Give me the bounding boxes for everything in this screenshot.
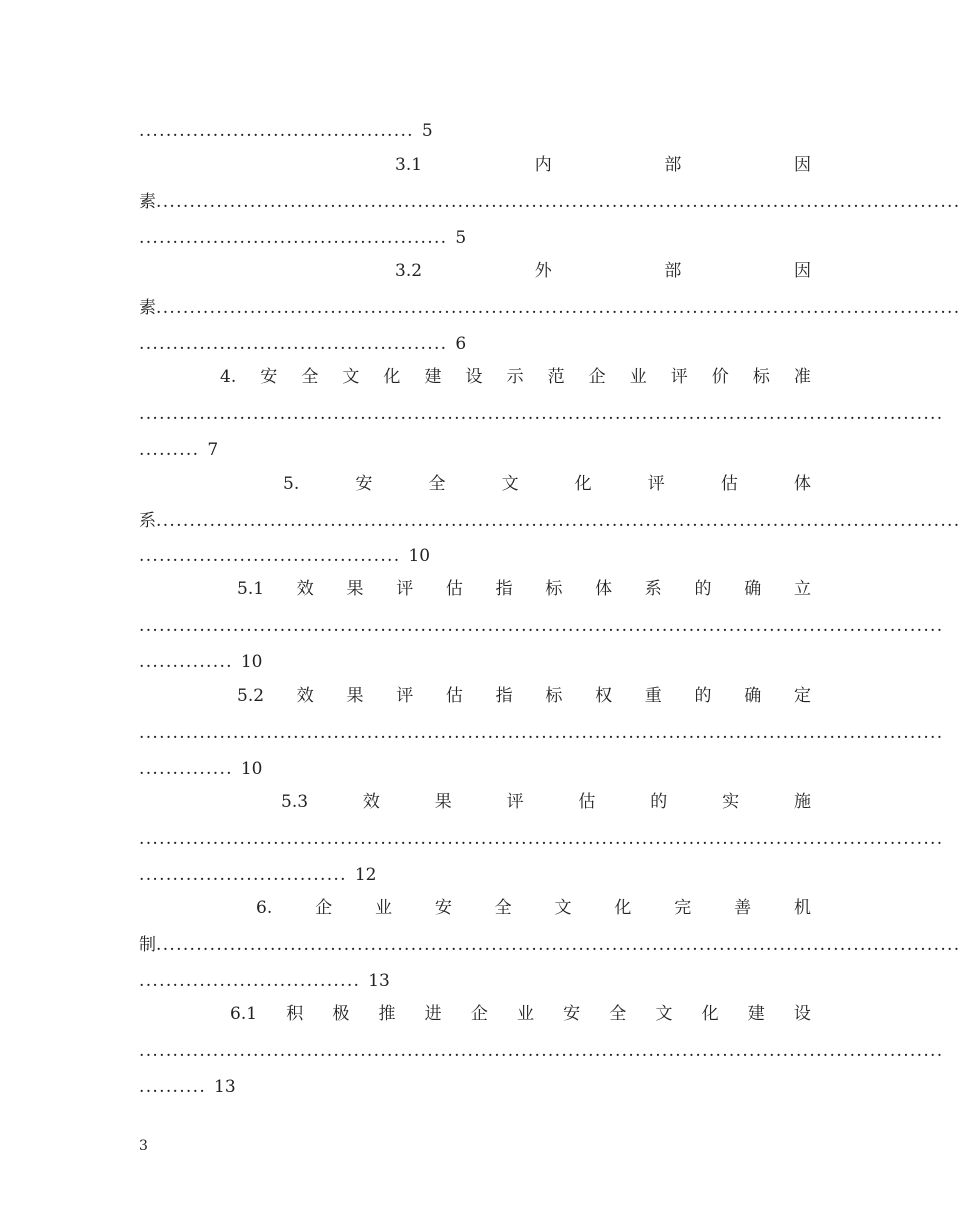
leader-dots: ........................................................................................................................ [139, 1041, 944, 1061]
toc-page-number: 5 [455, 228, 467, 248]
toc-entry-title: 5.3 效 果 评 估 的 实 施 [281, 792, 811, 812]
leader-dots: .............................................. [139, 334, 448, 354]
toc-line-dots: 素........................................................................................................................ [139, 192, 960, 212]
leader-dots: ........................................................................................................................ [139, 829, 944, 849]
toc-page-number: 6 [455, 334, 467, 354]
toc-line-dots [139, 723, 944, 743]
leader-dots: .............. [139, 652, 233, 672]
toc-line-tail [139, 865, 376, 885]
toc-line-dots [139, 1041, 944, 1061]
toc-line-tail [139, 334, 466, 354]
toc-entry-title: 5.2 效 果 评 估 指 标 权 重 的 确 定 [237, 686, 811, 706]
toc-line-dots: 制........................................................................................................................ [139, 935, 960, 955]
toc-page-number: 10 [240, 652, 263, 672]
toc-page-number: 7 [207, 440, 219, 460]
toc-line-tail [139, 971, 390, 991]
leader-dots: ......... [139, 440, 200, 460]
toc-page-number: 5 [421, 121, 433, 141]
toc-entry-title: 5.1 效 果 评 估 指 标 体 系 的 确 立 [237, 579, 811, 599]
toc-entry-title: 3.1 内 部 因 [395, 155, 811, 175]
toc-page-number: 12 [354, 865, 377, 885]
page-number: 3 [139, 1138, 148, 1154]
toc-entry-title: 5. 安 全 文 化 评 估 体 [283, 474, 811, 494]
toc-line-tail [139, 1077, 236, 1097]
leader-dots: ........................................................................................................................ [156, 298, 960, 318]
toc-line-tail [139, 228, 466, 248]
toc-entry-title: 3.2 外 部 因 [395, 261, 811, 281]
toc-entry-title: 4. 安 全 文 化 建 设 示 范 企 业 评 价 标 准 [220, 367, 811, 387]
toc-line-dots: 素........................................................................................................................ [139, 298, 960, 318]
leader-dots: .......... [139, 1077, 207, 1097]
toc-entry-title: 6.1 积 极 推 进 企 业 安 全 文 化 建 设 [230, 1004, 811, 1024]
leader-dots: ........................................................................................................................ [156, 935, 960, 955]
leader-dots: ........................................................................................................................ [156, 192, 960, 212]
toc-entry-title: 6. 企 业 安 全 文 化 完 善 机 [256, 898, 811, 918]
toc-line-tail [139, 121, 433, 141]
leader-dots: ......................................... [139, 121, 414, 141]
toc-line-tail [139, 440, 218, 460]
leader-dots: ........................................................................................................................ [156, 511, 960, 531]
toc-page-number: 10 [240, 759, 263, 779]
toc-line-dots [139, 616, 944, 636]
leader-dots: ........................................................................................................................ [139, 616, 944, 636]
leader-dots: ............................... [139, 865, 347, 885]
toc-page-number: 13 [214, 1077, 236, 1097]
leader-dots: ....................................... [139, 546, 401, 566]
toc-page-number: 13 [368, 971, 390, 991]
toc-line-tail [139, 652, 263, 672]
leader-dots: .............. [139, 759, 233, 779]
leader-dots: ........................................................................................................................ [139, 723, 944, 743]
toc-line-dots [139, 829, 944, 849]
leader-dots: .............................................. [139, 228, 448, 248]
toc-line-tail [139, 546, 430, 566]
toc-line-tail [139, 759, 263, 779]
toc-line-dots: 系........................................................................................................................ [139, 511, 960, 531]
leader-dots: ........................................................................................................................ [139, 404, 944, 424]
toc-page-number: 10 [408, 546, 431, 566]
toc-line-dots [139, 404, 944, 424]
leader-dots: ................................. [139, 971, 361, 991]
